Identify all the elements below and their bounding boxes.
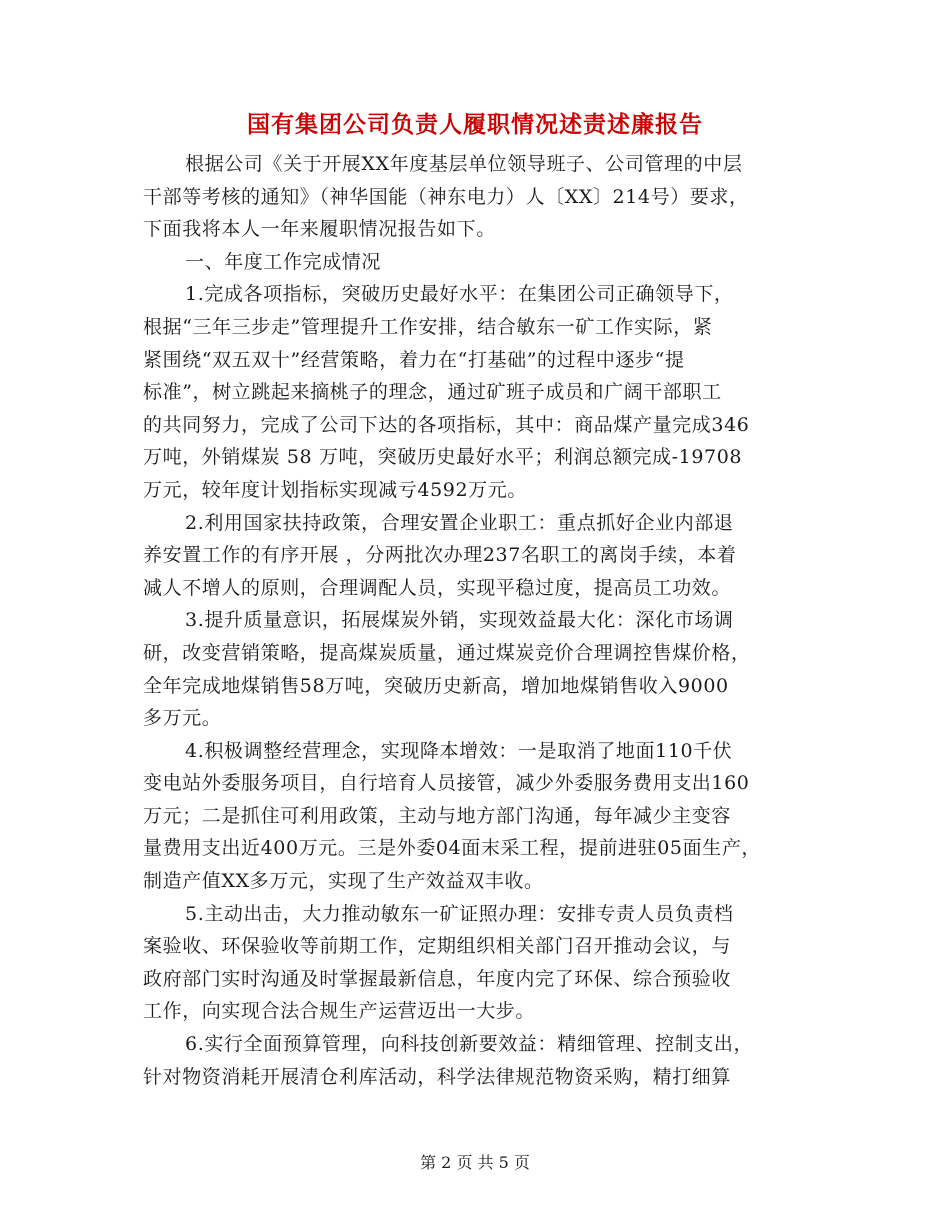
paragraph-line: 根据“三年三步走”管理提升工作安排，结合敏东一矿工作实际，紧 (143, 315, 713, 338)
paragraph-first-line: 3.提升质量意识，拓展煤炭外销，实现效益最大化：深化市场调 (185, 609, 734, 632)
paragraph-line: 干部等考核的通知》（神华国能（神东电力）人〔XX〕214号）要求， (143, 185, 749, 208)
paragraph-line: 减人不增人的原则，合理调配人员，实现平稳过度，提高员工功效。 (143, 576, 732, 599)
paragraph-line: 工作，向实现合法合规生产运营迈出一大步。 (143, 1000, 536, 1023)
paragraph-line: 紧围绕“双五双十”经营策略，着力在“打基础”的过程中逐步“提 (143, 348, 685, 371)
paragraph-line: 制造产值XX多万元，实现了生产效益双丰收。 (143, 870, 544, 893)
paragraph-line: 全年完成地煤销售58万吨，突破历史新高，增加地煤销售收入9000 (143, 674, 729, 697)
paragraph-line: 案验收、环保验收等前期工作，定期组织相关部门召开推动会议，与 (143, 935, 732, 958)
paragraph-line: 养安置工作的有序开展 ，分两批次办理237名职工的离岗手续，本着 (143, 544, 737, 567)
paragraph-first-line: 一、年度工作完成情况 (185, 250, 382, 273)
paragraph-line: 万元，较年度计划指标实现减亏4592万元。 (143, 478, 527, 501)
paragraph-line: 下面我将本人一年来履职情况报告如下。 (143, 218, 496, 241)
paragraph-line: 政府部门实时沟通及时掌握最新信息，年度内完了环保、综合预验收 (143, 967, 732, 990)
document-body (143, 148, 828, 1093)
paragraph-line: 研，改变营销策略，提高煤炭质量，通过煤炭竞价合理调控售煤价格， (143, 641, 751, 664)
paragraph-line: 万元；二是抓住可利用政策，主动与地方部门沟通，每年减少主变容 (143, 804, 732, 827)
document-title: 国有集团公司负责人履职情况述责述廉报告 (247, 111, 703, 138)
paragraph-line: 变电站外委服务项目，自行培育人员接管，减少外委服务费用支出160 (143, 772, 750, 795)
paragraph-line: 标准”，树立跳起来摘桃子的理念，通过矿班子成员和广阔干部职工 (143, 381, 722, 404)
paragraph-line: 多万元。 (143, 707, 222, 730)
paragraph-line: 万吨，外销煤炭 58 万吨，突破历史最好水平；利润总额完成-19708 (143, 446, 743, 469)
paragraph-first-line: 1.完成各项指标，突破历史最好水平：在集团公司正确领导下， (185, 283, 734, 306)
page-number-footer: 第 2 页 共 5 页 (420, 1153, 530, 1172)
paragraph-line: 针对物资消耗开展清仓利库活动，科学法律规范物资采购，精打细算 (143, 1065, 732, 1088)
paragraph-first-line: 6.实行全面预算管理，向科技创新要效益：精细管理、控制支出， (185, 1033, 754, 1056)
paragraph-first-line: 4.积极调整经营理念，实现降本增效：一是取消了地面110千伏 (185, 739, 733, 762)
paragraph-line: 量费用支出近400万元。三是外委04面末采工程，提前进驻05面生产， (143, 837, 762, 860)
paragraph-first-line: 根据公司《关于开展XX年度基层单位领导班子、公司管理的中层 (185, 153, 743, 175)
paragraph-first-line: 2.利用国家扶持政策，合理安置企业职工：重点抓好企业内部退 (185, 511, 734, 534)
paragraph-first-line: 5.主动出击，大力推动敏东一矿证照办理：安排专责人员负责档 (185, 902, 734, 925)
paragraph-line: 的共同努力，完成了公司下达的各项指标，其中：商品煤产量完成346 (143, 413, 750, 436)
